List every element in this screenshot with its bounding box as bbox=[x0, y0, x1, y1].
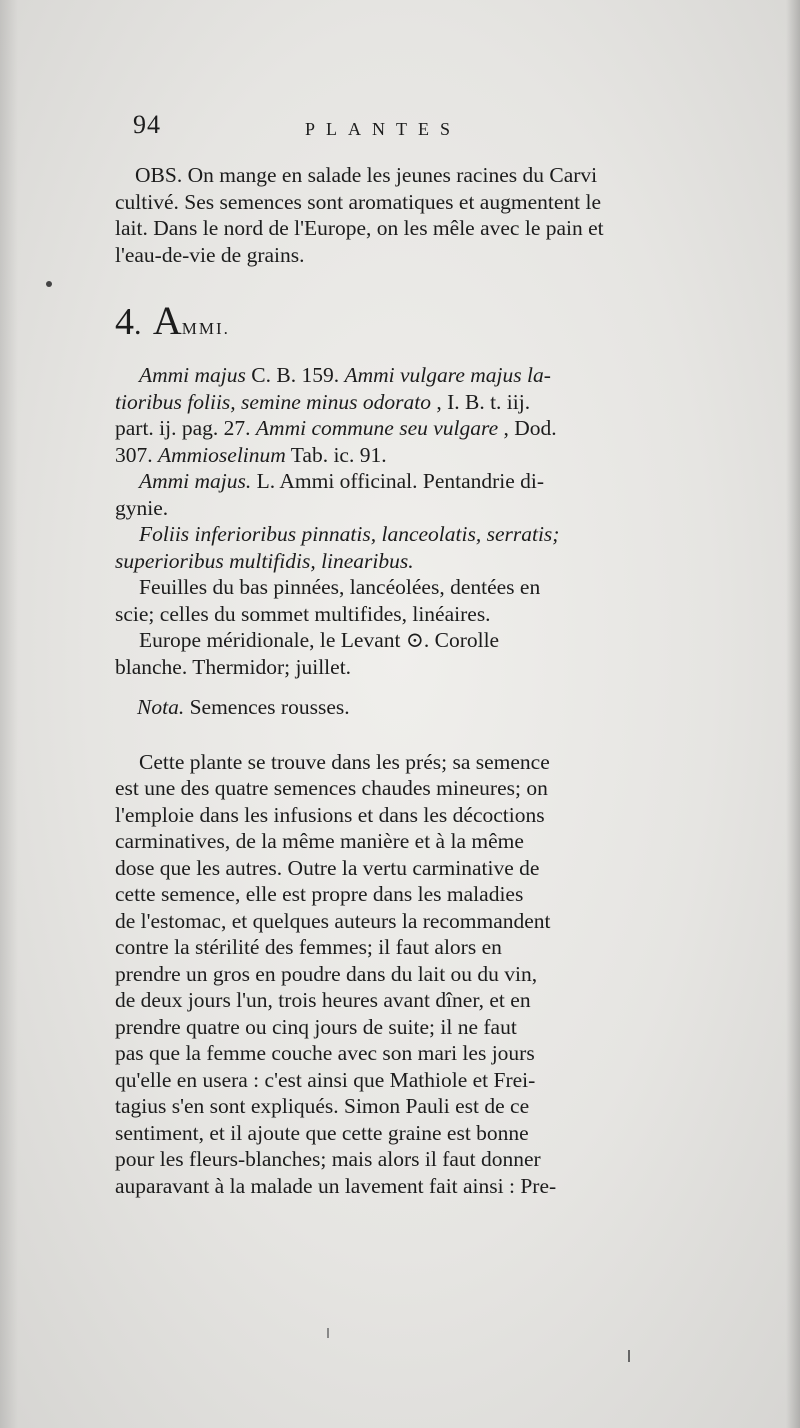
section-title-rest: MMI. bbox=[181, 319, 230, 338]
linnaean-line: gynie. bbox=[115, 495, 169, 520]
commentary-line: dose que les autres. Outre la vertu carminative de bbox=[115, 855, 540, 880]
nota-line bbox=[137, 694, 760, 721]
commentary-line: carminatives, de la même manière et à la même bbox=[115, 829, 524, 853]
synonym-ref: C. B. 159. bbox=[245, 363, 345, 387]
synonym-ref: , Dod. bbox=[498, 416, 557, 440]
french-description-line: Feuilles du bas pinnées, lancéolées, dentées en bbox=[139, 575, 541, 599]
synonym-ref: Tab. ic. 91. bbox=[285, 442, 387, 467]
synonym-name: Ammioselinum bbox=[158, 442, 286, 467]
commentary-line: qu'elle en usera : c'est ainsi que Mathiole et Frei- bbox=[115, 1067, 536, 1092]
section-initial: A bbox=[152, 298, 182, 343]
synonym-ref: part. ij. pag. 27. bbox=[115, 416, 256, 440]
latin-description bbox=[115, 521, 760, 574]
synonymy-line bbox=[115, 362, 760, 389]
obs-line: lait. Dans le nord de l'Europe, on les mêle avec le pain et bbox=[115, 216, 604, 240]
nota-text: Semences rousses. bbox=[184, 695, 350, 719]
page-header bbox=[115, 112, 760, 148]
commentary-line: sentiment, et il ajoute que cette graine est bonne bbox=[115, 1120, 529, 1145]
synonym-name: Ammi commune seu vulgare bbox=[255, 416, 499, 440]
section-number: 4 bbox=[115, 301, 134, 343]
nota-label: Nota. bbox=[137, 695, 185, 719]
habitat-line: Europe méridionale, le Levant ⊙. Corolle bbox=[139, 628, 500, 652]
commentary-paragraph bbox=[115, 749, 760, 1200]
synonymy-line bbox=[115, 415, 760, 442]
ink-speck bbox=[628, 1350, 630, 1362]
obs-line: l'eau-de-vie de grains. bbox=[115, 242, 305, 267]
commentary-line: Cette plante se trouve dans les prés; sa semence bbox=[139, 749, 550, 774]
synonym-name: Ammi majus bbox=[139, 363, 246, 387]
synonymy-line bbox=[115, 389, 760, 416]
commentary-line: auparavant à la malade un lavement fait ainsi : Pre- bbox=[115, 1173, 557, 1198]
running-head: PLANTES bbox=[305, 119, 462, 139]
commentary-line: prendre quatre ou cinq jours de suite; il ne faut bbox=[115, 1014, 517, 1039]
synonym-ref: 307. bbox=[115, 442, 158, 467]
synonym-name: tioribus foliis, semine minus odorato bbox=[115, 389, 431, 414]
commentary-line: prendre un gros en poudre dans du lait ou du vin, bbox=[115, 961, 538, 986]
habitat-line: blanche. Thermidor; juillet. bbox=[115, 654, 352, 679]
commentary-line: contre la stérilité des femmes; il faut alors en bbox=[115, 935, 502, 959]
linnaean-name: Ammi majus. bbox=[139, 469, 252, 493]
french-description-line: scie; celles du sommet multifides, linéaires. bbox=[115, 601, 491, 626]
habitat-block bbox=[115, 627, 760, 680]
synonymy-line bbox=[115, 442, 760, 469]
section-dot: . bbox=[134, 308, 142, 341]
commentary-line: de l'estomac, et quelques auteurs la recommandent bbox=[115, 908, 551, 933]
section-heading bbox=[115, 298, 760, 348]
page-shadow-right bbox=[786, 0, 800, 1428]
linnaean-class: L. Ammi officinal. Pentandrie di- bbox=[251, 469, 545, 493]
commentary-line: de deux jours l'un, trois heures avant dîner, et en bbox=[115, 988, 531, 1012]
page-number: 94 bbox=[133, 110, 161, 139]
commentary-line: l'emploie dans les infusions et dans les décoctions bbox=[115, 802, 545, 827]
french-description bbox=[115, 574, 760, 627]
obs-line: cultivé. Ses semences sont aromatiques et augmentent le bbox=[115, 189, 601, 214]
text-block bbox=[115, 112, 760, 1199]
commentary-line: cette semence, elle est propre dans les maladies bbox=[115, 882, 524, 906]
synonym-ref: , I. B. t. iij. bbox=[430, 389, 531, 414]
latin-description-line: superioribus multifidis, linearibus. bbox=[115, 548, 414, 573]
synonym-name: Ammi vulgare majus la- bbox=[344, 363, 551, 387]
commentary-line: pas que la femme couche avec son mari les jours bbox=[115, 1041, 535, 1065]
linnaean-name-block bbox=[115, 468, 760, 521]
commentary-line: est une des quatre semences chaudes mineures; on bbox=[115, 776, 548, 800]
latin-description-line: Foliis inferioribus pinnatis, lanceolatis, serratis; bbox=[139, 522, 560, 546]
obs-label: OBS. bbox=[135, 163, 183, 187]
commentary-line: tagius s'en sont expliqués. Simon Pauli est de ce bbox=[115, 1094, 530, 1118]
synonymy-block bbox=[115, 362, 760, 468]
obs-line bbox=[135, 162, 760, 189]
obs-paragraph bbox=[115, 162, 760, 268]
ink-speck bbox=[327, 1328, 329, 1338]
page-shadow-left bbox=[0, 0, 18, 1428]
commentary-line: pour les fleurs-blanches; mais alors il faut donner bbox=[115, 1147, 541, 1171]
linnaean-line bbox=[115, 468, 760, 495]
ink-speck bbox=[46, 281, 52, 287]
obs-text: On mange en salade les jeunes racines du Carvi bbox=[187, 163, 598, 187]
